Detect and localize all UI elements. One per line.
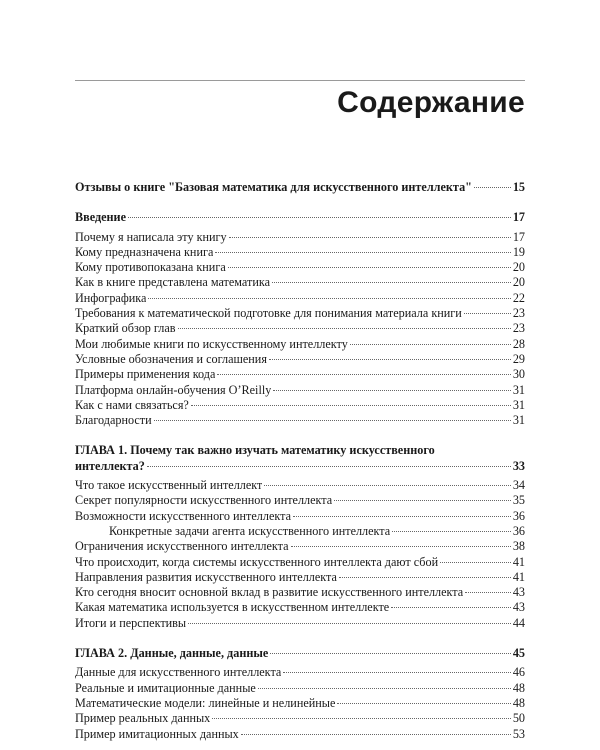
chapter-1-title-line2: интеллекта? bbox=[75, 458, 145, 473]
dot-leader bbox=[258, 688, 511, 689]
toc-entry-title: Требования к математической подготовке для понимания материала книги bbox=[75, 306, 462, 321]
toc-entry-page: 43 bbox=[512, 600, 525, 615]
toc-entry[interactable] bbox=[75, 478, 525, 493]
dot-leader bbox=[188, 623, 511, 624]
dot-leader bbox=[474, 187, 511, 188]
dot-leader bbox=[273, 390, 511, 391]
page-title: Содержание bbox=[337, 86, 525, 119]
toc-entry-page: 33 bbox=[512, 458, 525, 473]
toc-entry-page: 48 bbox=[512, 695, 525, 710]
dot-leader bbox=[191, 405, 511, 406]
toc-entry-page: 50 bbox=[512, 711, 525, 726]
toc-entry-title: Возможности искусственного интеллекта bbox=[75, 508, 291, 523]
dot-leader bbox=[350, 344, 511, 345]
toc-entry-page: 41 bbox=[512, 569, 525, 584]
toc-entry-title: Как с нами связаться? bbox=[75, 397, 189, 412]
toc-entry[interactable] bbox=[75, 681, 525, 696]
toc-entry[interactable] bbox=[75, 306, 525, 321]
toc-entry[interactable] bbox=[75, 260, 525, 275]
toc-entry-page: 29 bbox=[512, 351, 525, 366]
toc-entry-title: Кому противопоказана книга bbox=[75, 260, 226, 275]
toc-entry-title: Что такое искусственный интеллект bbox=[75, 478, 263, 493]
toc-entry[interactable] bbox=[75, 321, 525, 336]
dot-leader bbox=[229, 237, 511, 238]
dot-leader bbox=[334, 500, 511, 501]
toc-entry[interactable] bbox=[75, 570, 525, 585]
toc-entry-page: 23 bbox=[512, 306, 525, 321]
toc-entry-title: Как в книге представлена математика bbox=[75, 275, 271, 290]
toc-entry-page: 53 bbox=[512, 726, 525, 741]
toc-entry-page: 31 bbox=[512, 382, 525, 397]
toc-entry-title: Кто сегодня вносит основной вклад в развитие искусственного интеллекта bbox=[75, 585, 464, 600]
toc-entry-chapter-1[interactable] bbox=[75, 443, 525, 474]
dot-leader bbox=[392, 531, 511, 532]
dot-leader bbox=[270, 653, 511, 654]
toc-entry-page: 36 bbox=[512, 523, 525, 538]
toc-entry-page: 30 bbox=[512, 367, 525, 382]
dot-leader bbox=[337, 703, 510, 704]
toc-entry-title: Какая математика используется в искусственном интеллекте bbox=[75, 600, 390, 615]
toc-entry-title: Пример реальных данных bbox=[75, 711, 211, 726]
toc-entry-page: 17 bbox=[512, 210, 525, 225]
toc-entry[interactable] bbox=[75, 383, 525, 398]
toc-entry-chapter-2[interactable] bbox=[75, 646, 525, 661]
toc-entry-page: 31 bbox=[512, 413, 525, 428]
toc-entry-title: Что происходит, когда системы искусственного интеллекта дают сбой bbox=[75, 554, 439, 569]
toc-entry[interactable] bbox=[75, 413, 525, 428]
dot-leader bbox=[128, 217, 511, 218]
toc-entry[interactable] bbox=[75, 665, 525, 680]
toc-entry-title: ГЛАВА 2. Данные, данные, данные bbox=[75, 646, 269, 661]
toc-entry-title: Краткий обзор глав bbox=[75, 321, 176, 336]
toc-entry-title: Мои любимые книги по искусственному интеллекту bbox=[75, 336, 348, 351]
dot-leader bbox=[269, 359, 511, 360]
toc-entry[interactable] bbox=[75, 555, 525, 570]
dot-leader bbox=[228, 267, 511, 268]
table-of-contents bbox=[75, 180, 525, 742]
toc-entry-page: 41 bbox=[512, 554, 525, 569]
toc-entry-page: 23 bbox=[512, 321, 525, 336]
toc-entry-page: 48 bbox=[512, 680, 525, 695]
toc-entry[interactable] bbox=[75, 616, 525, 631]
toc-entry-title: Конкретные задачи агента искусственного интеллекта bbox=[109, 523, 391, 538]
toc-entry-page: 36 bbox=[512, 508, 525, 523]
toc-entry-title: Математические модели: линейные и нелинейные bbox=[75, 695, 336, 710]
toc-entry-page: 20 bbox=[512, 260, 525, 275]
toc-entry-page: 44 bbox=[512, 615, 525, 630]
toc-entry-title: Пример имитационных данных bbox=[75, 726, 239, 741]
toc-entry-intro[interactable] bbox=[75, 210, 525, 225]
toc-entry-title: Реальные и имитационные данные bbox=[75, 680, 256, 695]
dot-leader bbox=[215, 252, 510, 253]
toc-entry-title: Инфографика bbox=[75, 290, 147, 305]
dot-leader bbox=[465, 592, 511, 593]
toc-entry-page: 34 bbox=[512, 478, 525, 493]
toc-entry-page: 35 bbox=[512, 493, 525, 508]
dot-leader bbox=[272, 282, 511, 283]
toc-entry-title: Кому предназначена книга bbox=[75, 244, 214, 259]
toc-entry-page: 46 bbox=[512, 665, 525, 680]
dot-leader bbox=[283, 672, 510, 673]
chapter-2-block bbox=[75, 646, 525, 742]
toc-entry-page: 45 bbox=[512, 646, 525, 661]
toc-entry[interactable] bbox=[75, 275, 525, 290]
toc-entry[interactable] bbox=[75, 337, 525, 352]
toc-entry-page: 38 bbox=[512, 539, 525, 554]
dot-leader bbox=[217, 374, 510, 375]
chapter-1-title-line1: ГЛАВА 1. Почему так важно изучать математику искусственного bbox=[75, 443, 435, 458]
toc-entry-title: Направления развития искусственного интеллекта bbox=[75, 569, 337, 584]
dot-leader bbox=[339, 577, 511, 578]
toc-entry-title: Условные обозначения и соглашения bbox=[75, 351, 267, 366]
dot-leader bbox=[212, 718, 511, 719]
dot-leader bbox=[147, 466, 511, 467]
dot-leader bbox=[148, 298, 510, 299]
toc-entry-subsection[interactable] bbox=[75, 524, 525, 539]
toc-entry-title: Данные для искусственного интеллекта bbox=[75, 665, 282, 680]
toc-entry-title: Благодарности bbox=[75, 413, 152, 428]
dot-leader bbox=[241, 734, 511, 735]
toc-entry-reviews[interactable] bbox=[75, 180, 525, 195]
toc-entry-title: Введение bbox=[75, 210, 126, 225]
toc-entry[interactable] bbox=[75, 727, 525, 742]
toc-entry[interactable] bbox=[75, 696, 525, 711]
intro-items bbox=[75, 230, 525, 429]
dot-leader bbox=[178, 328, 511, 329]
toc-entry-page: 22 bbox=[512, 290, 525, 305]
toc-entry-page: 43 bbox=[512, 585, 525, 600]
toc-entry-title: Почему я написала эту книгу bbox=[75, 229, 227, 244]
toc-entry-page: 19 bbox=[512, 244, 525, 259]
toc-entry[interactable] bbox=[75, 493, 525, 508]
dot-leader bbox=[154, 420, 511, 421]
chapter-1-block bbox=[75, 443, 525, 631]
toc-entry[interactable] bbox=[75, 509, 525, 524]
toc-entry[interactable] bbox=[75, 245, 525, 260]
toc-entry-page: 31 bbox=[512, 397, 525, 412]
toc-entry-title: Примеры применения кода bbox=[75, 367, 216, 382]
toc-entry-page: 28 bbox=[512, 336, 525, 351]
toc-entry-page: 20 bbox=[512, 275, 525, 290]
toc-entry-title: Итоги и перспективы bbox=[75, 615, 187, 630]
toc-entry[interactable] bbox=[75, 539, 525, 554]
top-rule bbox=[75, 80, 525, 81]
toc-entry-title: Платформа онлайн-обучения O’Reilly bbox=[75, 382, 272, 397]
dot-leader bbox=[464, 313, 511, 314]
toc-entry[interactable] bbox=[75, 367, 525, 382]
toc-entry-title: Секрет популярности искусственного интеллекта bbox=[75, 493, 333, 508]
dot-leader bbox=[391, 607, 511, 608]
dot-leader bbox=[293, 516, 511, 517]
toc-entry[interactable] bbox=[75, 352, 525, 367]
dot-leader bbox=[291, 546, 511, 547]
toc-entry[interactable] bbox=[75, 291, 525, 306]
toc-entry[interactable] bbox=[75, 600, 525, 615]
toc-entry[interactable] bbox=[75, 398, 525, 413]
toc-entry[interactable] bbox=[75, 585, 525, 600]
toc-entry[interactable] bbox=[75, 711, 525, 726]
toc-entry-page: 17 bbox=[512, 229, 525, 244]
toc-entry-title: Ограничения искусственного интеллекта bbox=[75, 539, 289, 554]
toc-entry-page: 15 bbox=[512, 180, 525, 194]
toc-entry-title: Отзывы о книге "Базовая математика для искусственного интеллекта" bbox=[75, 180, 472, 194]
toc-entry[interactable] bbox=[75, 230, 525, 245]
dot-leader bbox=[440, 562, 511, 563]
dot-leader bbox=[264, 485, 510, 486]
